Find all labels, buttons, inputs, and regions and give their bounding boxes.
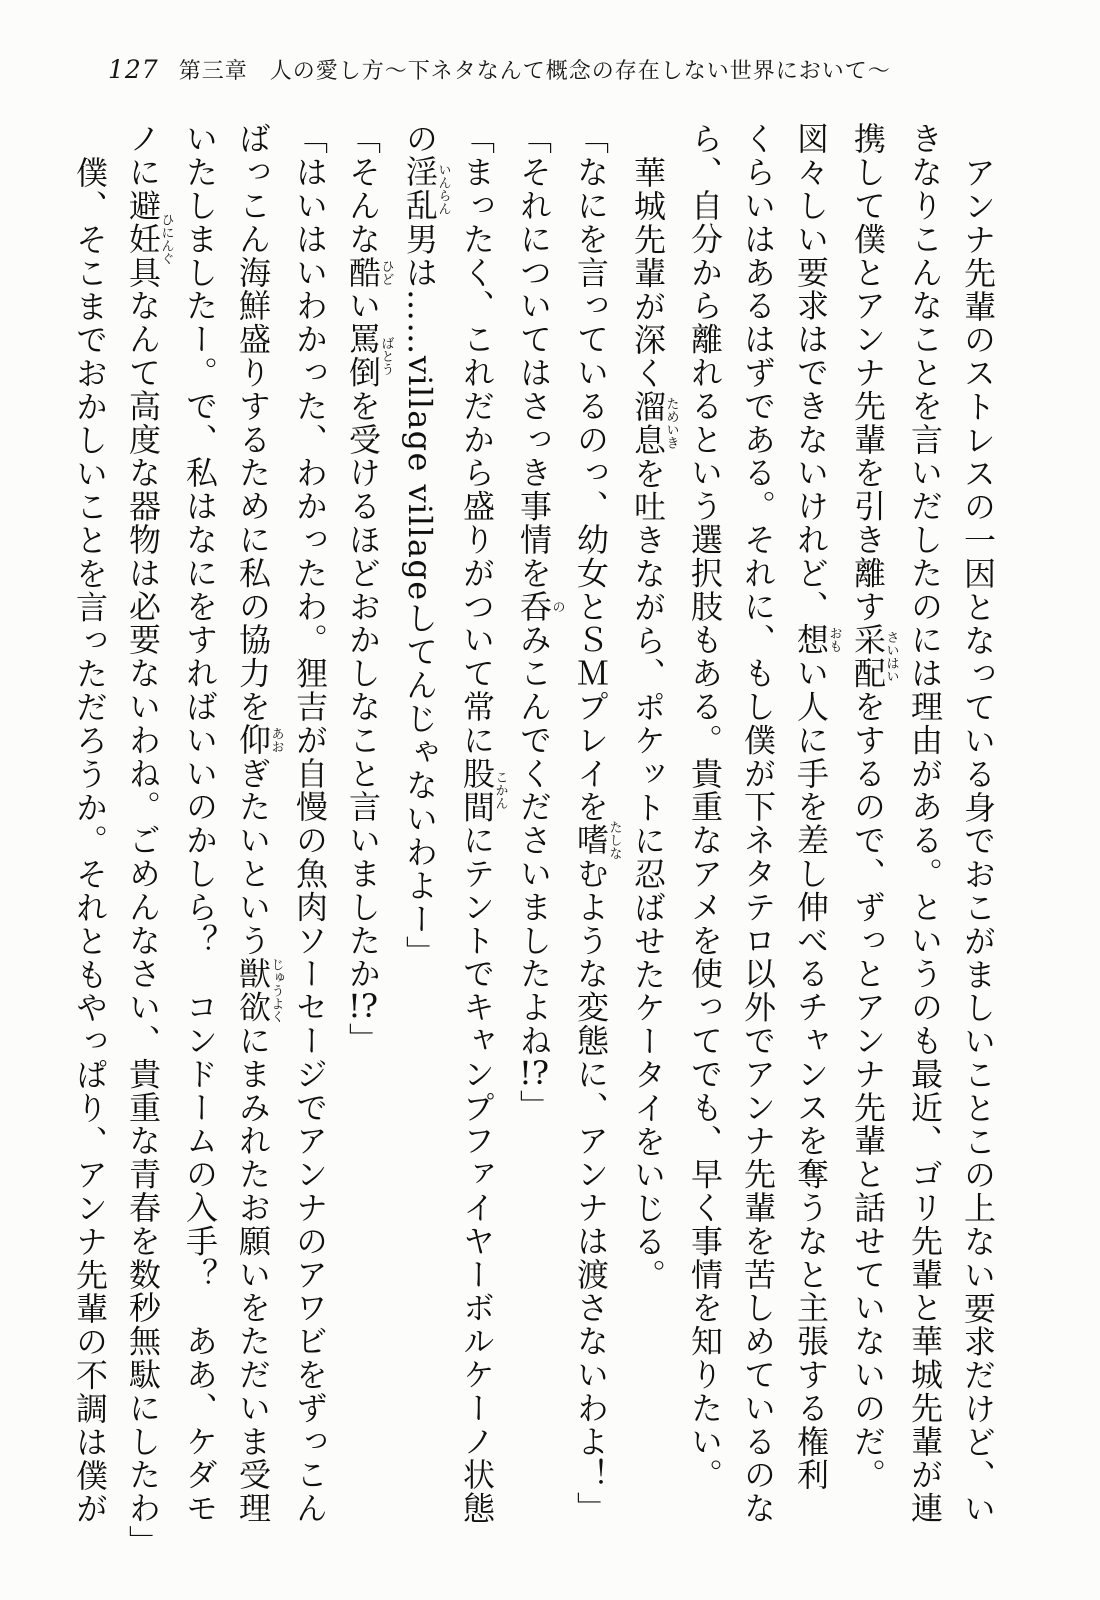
text-column: きなりこんなことを言いだしたのには理由がある。というのも最近、ゴリ先輩と華城先輩が連 bbox=[906, 122, 944, 1525]
chapter-title: 人の愛し方～下ネタなんて概念の存在しない世界において～ bbox=[269, 59, 891, 84]
text-column: の淫乱いんらん男は……village villageしてんじゃないわよー」 bbox=[401, 122, 451, 969]
ruby-annotated-word: 罵倒ばとう bbox=[344, 322, 394, 390]
ruby-annotated-word: 獣欲じゅうよく bbox=[234, 957, 284, 1024]
tatechuyoko-punctuation: !? bbox=[347, 990, 378, 1023]
text-column: 「それについてはさっき事情を呑のみこんでくださいましたよね!?」 bbox=[515, 122, 565, 1123]
ruby-annotated-word: 溜息ためいき bbox=[629, 389, 679, 457]
text-column: 「まったく、これだから盛りがついて常に股間こかんにテントでキャンプファイヤーボルケーノ状態 bbox=[458, 122, 508, 1525]
chapter-label: 第三章 bbox=[178, 59, 248, 84]
text-column: 僕、そこまでおかしいことを言っただろうか。それともやっぱり、アンナ先輩の不調は僕が bbox=[71, 156, 109, 1526]
text-column: ばっこん海鮮盛りするために私の協力を仰あおぎたいという獣欲じゅうよくにまみれたお願いをただいま受理 bbox=[234, 122, 284, 1525]
ruby-annotated-word: 淫乱いんらん bbox=[401, 155, 451, 223]
text-column: 「はいはいわかった、わかったわ。狸吉が自慢の魚肉ソーセージでアンナのアワビをずっこん bbox=[291, 122, 329, 1525]
text-column: 「なにを言っているのっ、幼女とＳＭプレイを嗜たしなむような変態に、アンナは渡さないわよ！」 bbox=[572, 122, 622, 1525]
text-columns bbox=[63, 122, 1004, 1559]
ruby-annotated-word: 股間こかん bbox=[458, 756, 508, 824]
text-column: 華城先輩が深く溜息ためいきを吐きながら、ポケットに忍ばせたケータイをいじる。 bbox=[629, 156, 679, 1292]
ruby-annotated-word: 想おも bbox=[792, 623, 842, 657]
text-column: ノに避妊具ひにんぐなんて高度な器物は必要ないわね。ごめんなさい、貴重な青春を数秒無駄にしたわ」 bbox=[124, 122, 174, 1559]
text-column: いたしましたー。で、私はなにをすればいいのかしら？ コンドームの入手？ ああ、ケダモ bbox=[181, 122, 219, 1525]
text-column: アンナ先輩のストレスの一因となっている身でおこがましいことこの上ない要求だけど、い bbox=[959, 156, 997, 1526]
text-column: 図々しい要求はできないけれど、想おもい人に手を差し伸べるチャンスを奪うなと主張する権利 bbox=[792, 122, 842, 1492]
tatechuyoko-punctuation: !? bbox=[518, 1057, 549, 1090]
text-column: 携して僕とアンナ先輩を引き離す采配さいはいをするので、ずっとアンナ先輩と話せていないのだ。 bbox=[849, 122, 899, 1492]
ruby-annotated-word: 呑の bbox=[515, 589, 565, 624]
page-header bbox=[108, 54, 891, 85]
ruby-annotated-word: 避妊具ひにんぐ bbox=[124, 188, 174, 290]
ruby-annotated-word: 采配さいはい bbox=[849, 623, 899, 690]
text-column: ら、自分から離れるという選択肢もある。貴重なアメを使ってでも、早く事情を知りたい。 bbox=[686, 122, 724, 1492]
ruby-annotated-word: 嗜たしな bbox=[572, 820, 622, 860]
text-column: くらいはあるはずである。それに、もし僕が下ネタテロ以外でアンナ先輩を苦しめているのな bbox=[739, 122, 777, 1525]
ruby-annotated-word: 仰あお bbox=[234, 723, 284, 757]
text-column: 「そんな酷ひどい罵倒ばとうを受けるほどおかしなこと言いましたか!?」 bbox=[344, 122, 394, 1056]
ruby-annotated-word: 酷ひど bbox=[344, 255, 394, 290]
page-number: 127 bbox=[108, 55, 159, 84]
